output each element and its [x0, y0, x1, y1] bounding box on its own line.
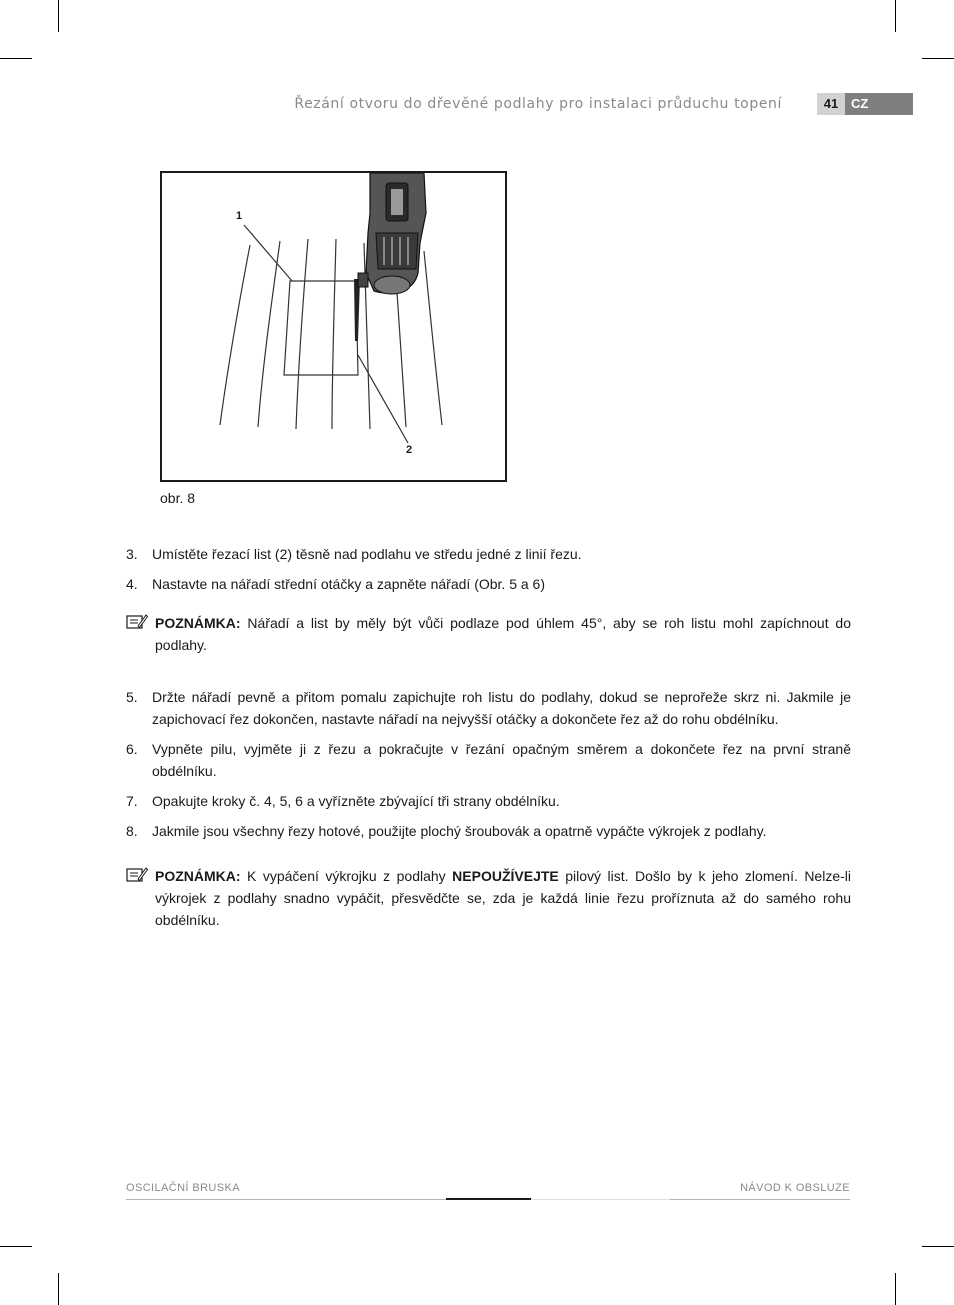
list-item	[126, 573, 851, 595]
footer-divider	[126, 1199, 446, 1200]
step-text: Vypněte pilu, vyjměte ji z řezu a pokračujte v řezání opačným směrem a dokončete řez na první straně obdélníku.	[152, 741, 851, 779]
note-text	[126, 865, 851, 931]
step-number: 3.	[126, 546, 138, 562]
step-number: 6.	[126, 741, 138, 757]
callout-2: 2	[406, 444, 413, 456]
leader-line-1	[244, 225, 292, 281]
note-body: pilový list. Došlo by k jeho zlomení. Nelze-li výkrojek z podlahy snadno vypáčit, přesvědčte se, zda je každá linie řezu proříznuta až do samého rohu obdélníku.	[155, 868, 851, 928]
note-label: POZNÁMKA:	[155, 615, 241, 631]
floorboard-line	[220, 245, 250, 425]
crop-mark	[895, 1273, 896, 1305]
language-badge: CZ	[845, 93, 913, 115]
step-text: Nastavte na nářadí střední otáčky a zapněte nářadí (Obr. 5 a 6)	[152, 576, 546, 592]
step-number: 7.	[126, 793, 138, 809]
list-item	[126, 543, 851, 565]
crop-mark	[922, 1246, 954, 1247]
floorboard-line	[332, 239, 336, 429]
crop-mark	[0, 1246, 32, 1247]
step-number: 4.	[126, 576, 138, 592]
oscillating-tool	[358, 173, 426, 294]
footer-manual: NÁVOD K OBSLUZE	[740, 1182, 850, 1194]
crop-mark	[922, 58, 954, 59]
crop-mark	[58, 1273, 59, 1305]
note-pencil-icon	[126, 614, 148, 630]
note-body: Nářadí a list by měly být vůči podlaze pod úhlem 45°, aby se roh listu mohl zapíchnout do podlahy.	[155, 615, 851, 653]
crop-mark	[895, 0, 896, 32]
list-item	[126, 738, 851, 782]
step-number: 5.	[126, 689, 138, 705]
footer-divider	[531, 1199, 670, 1200]
footer-divider	[670, 1199, 850, 1200]
page-title: Řezání otvoru do dřevěné podlahy pro instalaci průduchu topení	[294, 96, 782, 112]
leader-line-2	[358, 355, 408, 443]
footer-product: OSCILAČNÍ BRUSKA	[126, 1182, 240, 1194]
floorboard-line	[296, 239, 308, 429]
note-body: K vypáčení výkrojku z podlahy	[240, 868, 453, 884]
crop-mark	[58, 0, 59, 32]
step-text: Držte nářadí pevně a přitom pomalu zapichujte roh listu do podlahy, dokud se neprořeže skrz ni. Jakmile je zapichovací řez dokončen, nastavte nářadí na nejvyšší otáčky a dokončete řez až do rohu obdélníku.	[152, 689, 851, 727]
note-block	[126, 865, 851, 931]
floorboard-line	[258, 241, 280, 427]
page-badge	[817, 93, 913, 115]
figure-caption: obr. 8	[160, 490, 196, 506]
note-label: POZNÁMKA:	[155, 868, 241, 884]
page-number: 41	[817, 93, 845, 115]
note-emphasis: NEPOUŽÍVEJTE	[452, 868, 559, 884]
list-item	[126, 686, 851, 730]
note-pencil-icon	[126, 867, 148, 883]
floor-cut-illustration	[162, 173, 507, 482]
step-text: Opakujte kroky č. 4, 5, 6 a vyřízněte zbývající tři strany obdélníku.	[152, 793, 560, 809]
footer-divider	[446, 1198, 531, 1200]
list-item	[126, 820, 851, 842]
note-text	[126, 612, 851, 656]
step-text: Jakmile jsou všechny řezy hotové, použijte plochý šroubovák a opatrně vypáčte výkrojek z podlahy.	[152, 823, 767, 839]
step-text: Umístěte řezací list (2) těsně nad podlahu ve středu jedné z linií řezu.	[152, 546, 582, 562]
floorboard-line	[424, 251, 442, 425]
figure-illustration	[160, 171, 507, 482]
cut-rectangle	[284, 281, 358, 375]
note-block	[126, 612, 851, 656]
saw-blade	[354, 279, 360, 341]
callout-1: 1	[236, 210, 243, 222]
list-item	[126, 790, 851, 812]
crop-mark	[0, 58, 32, 59]
step-number: 8.	[126, 823, 138, 839]
